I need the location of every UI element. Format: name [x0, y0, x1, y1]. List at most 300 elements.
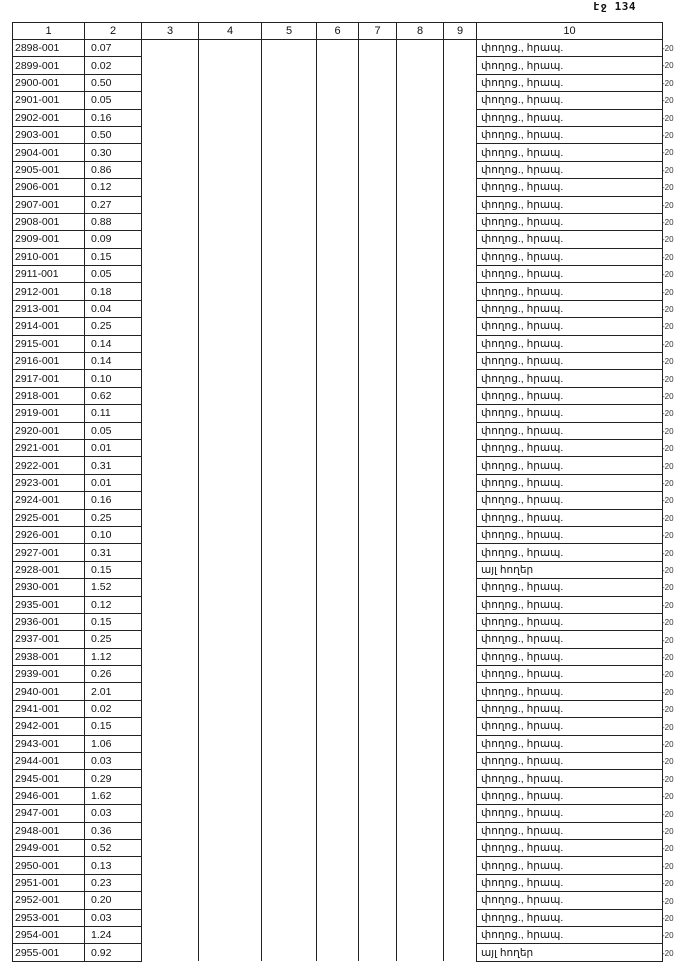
empty-cell-col-7 [359, 753, 397, 770]
land-use-cell: փողոց., հրապ. [477, 770, 663, 787]
empty-cell-col-8 [397, 353, 444, 370]
empty-cell-col-4 [199, 231, 262, 248]
area-cell: 0.50 [85, 74, 142, 91]
empty-cell-col-9 [444, 231, 477, 248]
empty-cell-col-6 [317, 40, 359, 57]
empty-cell-col-4 [199, 74, 262, 91]
empty-cell-col-9 [444, 857, 477, 874]
plot-id-cell: 2930-001 [13, 579, 85, 596]
empty-cell-col-8 [397, 57, 444, 74]
empty-cell-col-8 [397, 161, 444, 178]
empty-cell-col-7 [359, 718, 397, 735]
margin-mark: -20 [662, 96, 674, 106]
empty-cell-col-4 [199, 544, 262, 561]
empty-cell-col-3 [142, 892, 199, 909]
land-use-cell: փողոց., հրապ. [477, 370, 663, 387]
margin-mark: -20 [662, 270, 674, 280]
table-row [13, 40, 663, 57]
plot-id-cell: 2901-001 [13, 92, 85, 109]
area-cell: 1.06 [85, 735, 142, 752]
empty-cell-col-9 [444, 613, 477, 630]
margin-mark: -20 [662, 513, 674, 523]
empty-cell-col-9 [444, 248, 477, 265]
empty-cell-col-4 [199, 613, 262, 630]
empty-cell-col-7 [359, 318, 397, 335]
empty-cell-col-4 [199, 718, 262, 735]
table-row [13, 126, 663, 143]
empty-cell-col-3 [142, 735, 199, 752]
empty-cell-col-6 [317, 57, 359, 74]
table-row [13, 213, 663, 230]
plot-id-cell: 2900-001 [13, 74, 85, 91]
empty-cell-col-6 [317, 892, 359, 909]
area-cell: 0.05 [85, 422, 142, 439]
margin-mark: -20 [662, 426, 674, 436]
empty-cell-col-5 [262, 735, 317, 752]
empty-cell-col-4 [199, 109, 262, 126]
empty-cell-col-8 [397, 387, 444, 404]
empty-cell-col-9 [444, 126, 477, 143]
empty-cell-col-5 [262, 596, 317, 613]
land-use-cell: փողոց., հրապ. [477, 735, 663, 752]
empty-cell-col-5 [262, 892, 317, 909]
land-use-cell: փողոց., հրապ. [477, 300, 663, 317]
column-header-3: 3 [142, 23, 199, 40]
empty-cell-col-8 [397, 474, 444, 491]
empty-cell-col-5 [262, 439, 317, 456]
margin-mark: -20 [662, 113, 674, 123]
empty-cell-col-5 [262, 370, 317, 387]
margin-mark: -20 [662, 653, 674, 662]
area-cell: 2.01 [85, 683, 142, 700]
empty-cell-col-7 [359, 266, 397, 283]
plot-id-cell: 2908-001 [13, 213, 85, 230]
table-row [13, 631, 663, 648]
empty-cell-col-8 [397, 718, 444, 735]
empty-cell-col-6 [317, 335, 359, 352]
plot-id-cell: 2938-001 [13, 648, 85, 665]
empty-cell-col-6 [317, 787, 359, 804]
empty-cell-col-6 [317, 387, 359, 404]
land-use-cell: փողոց., հրապ. [477, 787, 663, 804]
empty-cell-col-5 [262, 700, 317, 717]
empty-cell-col-5 [262, 248, 317, 265]
land-use-cell: փողոց., հրապ. [477, 266, 663, 283]
empty-cell-col-5 [262, 666, 317, 683]
empty-cell-col-9 [444, 196, 477, 213]
table-row [13, 266, 663, 283]
table-row [13, 874, 663, 891]
table-row [13, 544, 663, 561]
land-use-cell: փողոց., հրապ. [477, 892, 663, 909]
plot-id-cell: 2953-001 [13, 909, 85, 926]
plot-id-cell: 2955-001 [13, 944, 85, 961]
land-use-cell: փողոց., հրապ. [477, 666, 663, 683]
empty-cell-col-7 [359, 596, 397, 613]
empty-cell-col-6 [317, 805, 359, 822]
margin-mark: -20 [662, 827, 674, 836]
empty-cell-col-3 [142, 300, 199, 317]
empty-cell-col-5 [262, 161, 317, 178]
empty-cell-col-3 [142, 944, 199, 961]
empty-cell-col-5 [262, 266, 317, 283]
empty-cell-col-4 [199, 805, 262, 822]
empty-cell-col-7 [359, 370, 397, 387]
table-row [13, 109, 663, 126]
empty-cell-col-4 [199, 666, 262, 683]
empty-cell-col-4 [199, 787, 262, 804]
table-row [13, 892, 663, 909]
empty-cell-col-3 [142, 770, 199, 787]
empty-cell-col-3 [142, 509, 199, 526]
margin-mark: -20 [662, 200, 674, 210]
empty-cell-col-7 [359, 805, 397, 822]
column-header-10: 10 [477, 23, 663, 40]
empty-cell-col-9 [444, 474, 477, 491]
margin-mark: -20 [662, 183, 674, 193]
empty-cell-col-9 [444, 892, 477, 909]
empty-cell-col-4 [199, 283, 262, 300]
empty-cell-col-7 [359, 74, 397, 91]
plot-id-cell: 2912-001 [13, 283, 85, 300]
margin-mark: -20 [662, 809, 674, 819]
empty-cell-col-9 [444, 213, 477, 230]
empty-cell-col-6 [317, 353, 359, 370]
land-use-cell: փողոց., հրապ. [477, 283, 663, 300]
margin-mark: -20 [662, 444, 674, 454]
plot-id-cell: 2914-001 [13, 318, 85, 335]
empty-cell-col-8 [397, 909, 444, 926]
land-use-cell: փողոց., հրապ. [477, 544, 663, 561]
plot-id-cell: 2925-001 [13, 509, 85, 526]
land-use-cell: փողոց., հրապ. [477, 318, 663, 335]
empty-cell-col-8 [397, 509, 444, 526]
empty-cell-col-7 [359, 631, 397, 648]
table-row [13, 770, 663, 787]
margin-mark: -20 [662, 861, 674, 871]
empty-cell-col-9 [444, 926, 477, 943]
empty-cell-col-5 [262, 613, 317, 630]
empty-cell-col-5 [262, 74, 317, 91]
empty-cell-col-9 [444, 109, 477, 126]
empty-cell-col-5 [262, 631, 317, 648]
area-cell: 0.25 [85, 631, 142, 648]
empty-cell-col-3 [142, 839, 199, 856]
plot-id-cell: 2921-001 [13, 439, 85, 456]
empty-cell-col-5 [262, 109, 317, 126]
plot-id-cell: 2916-001 [13, 353, 85, 370]
land-use-cell: փողոց., հրապ. [477, 683, 663, 700]
empty-cell-col-5 [262, 509, 317, 526]
table-row [13, 422, 663, 439]
empty-cell-col-5 [262, 196, 317, 213]
empty-cell-col-9 [444, 718, 477, 735]
empty-cell-col-8 [397, 613, 444, 630]
margin-mark: -20 [662, 618, 674, 628]
land-use-cell: փողոց., հրապ. [477, 109, 663, 126]
empty-cell-col-7 [359, 161, 397, 178]
margin-mark: -20 [662, 548, 674, 558]
empty-cell-col-4 [199, 335, 262, 352]
margin-mark: -20 [662, 757, 674, 767]
column-header-4: 4 [199, 23, 262, 40]
land-use-cell: փողոց., հրապ. [477, 213, 663, 230]
empty-cell-col-3 [142, 474, 199, 491]
empty-cell-col-4 [199, 631, 262, 648]
empty-cell-col-7 [359, 144, 397, 161]
empty-cell-col-6 [317, 909, 359, 926]
area-cell: 0.15 [85, 613, 142, 630]
empty-cell-col-8 [397, 126, 444, 143]
empty-cell-col-4 [199, 474, 262, 491]
empty-cell-col-8 [397, 439, 444, 456]
table-row [13, 161, 663, 178]
empty-cell-col-3 [142, 700, 199, 717]
plot-id-cell: 2913-001 [13, 300, 85, 317]
empty-cell-col-9 [444, 300, 477, 317]
land-use-cell: փողոց., հրապ. [477, 839, 663, 856]
empty-cell-col-7 [359, 839, 397, 856]
area-cell: 1.24 [85, 926, 142, 943]
empty-cell-col-6 [317, 457, 359, 474]
table-row [13, 753, 663, 770]
land-use-cell: փողոց., հրապ. [477, 596, 663, 613]
empty-cell-col-3 [142, 318, 199, 335]
empty-cell-col-5 [262, 492, 317, 509]
empty-cell-col-8 [397, 631, 444, 648]
empty-cell-col-3 [142, 909, 199, 926]
margin-mark: -20 [662, 705, 674, 715]
area-cell: 0.15 [85, 561, 142, 578]
margin-mark: -20 [662, 948, 674, 958]
empty-cell-col-7 [359, 509, 397, 526]
empty-cell-col-5 [262, 544, 317, 561]
plot-id-cell: 2918-001 [13, 387, 85, 404]
empty-cell-col-9 [444, 509, 477, 526]
empty-cell-col-3 [142, 248, 199, 265]
empty-cell-col-5 [262, 457, 317, 474]
empty-cell-col-8 [397, 735, 444, 752]
empty-cell-col-4 [199, 57, 262, 74]
empty-cell-col-4 [199, 144, 262, 161]
empty-cell-col-4 [199, 161, 262, 178]
empty-cell-col-3 [142, 787, 199, 804]
empty-cell-col-7 [359, 492, 397, 509]
empty-cell-col-7 [359, 892, 397, 909]
empty-cell-col-5 [262, 422, 317, 439]
empty-cell-col-8 [397, 822, 444, 839]
empty-cell-col-3 [142, 370, 199, 387]
area-cell: 0.02 [85, 57, 142, 74]
plot-id-cell: 2936-001 [13, 613, 85, 630]
land-use-cell: փողոց., հրապ. [477, 57, 663, 74]
empty-cell-col-6 [317, 683, 359, 700]
margin-mark: -20 [662, 670, 674, 680]
empty-cell-col-7 [359, 353, 397, 370]
table-row [13, 144, 663, 161]
margin-mark: -20 [662, 531, 674, 541]
table-row [13, 387, 663, 404]
empty-cell-col-8 [397, 405, 444, 422]
land-use-cell: փողոց., հրապ. [477, 126, 663, 143]
empty-cell-col-5 [262, 579, 317, 596]
empty-cell-col-6 [317, 439, 359, 456]
table-row [13, 526, 663, 543]
empty-cell-col-3 [142, 874, 199, 891]
area-cell: 0.03 [85, 909, 142, 926]
plot-id-cell: 2950-001 [13, 857, 85, 874]
empty-cell-col-3 [142, 161, 199, 178]
plot-id-cell: 2949-001 [13, 839, 85, 856]
empty-cell-col-3 [142, 353, 199, 370]
margin-mark: -20 [662, 357, 674, 367]
empty-cell-col-6 [317, 753, 359, 770]
empty-cell-col-8 [397, 300, 444, 317]
empty-cell-col-5 [262, 335, 317, 352]
empty-cell-col-9 [444, 770, 477, 787]
plot-id-cell: 2943-001 [13, 735, 85, 752]
area-cell: 0.23 [85, 874, 142, 891]
table-row [13, 561, 663, 578]
area-cell: 0.29 [85, 770, 142, 787]
land-use-cell: փողոց., հրապ. [477, 92, 663, 109]
area-cell: 0.12 [85, 596, 142, 613]
area-cell: 0.01 [85, 474, 142, 491]
empty-cell-col-3 [142, 596, 199, 613]
area-cell: 0.31 [85, 544, 142, 561]
area-cell: 0.88 [85, 213, 142, 230]
margin-mark: -20 [662, 78, 674, 88]
empty-cell-col-9 [444, 422, 477, 439]
margin-mark: -20 [662, 722, 674, 732]
empty-cell-col-6 [317, 544, 359, 561]
empty-cell-col-6 [317, 874, 359, 891]
empty-cell-col-7 [359, 248, 397, 265]
land-use-cell: փողոց., հրապ. [477, 509, 663, 526]
empty-cell-col-8 [397, 753, 444, 770]
margin-mark: -20 [662, 322, 674, 332]
margin-mark: -20 [662, 635, 674, 645]
empty-cell-col-3 [142, 805, 199, 822]
empty-cell-col-9 [444, 874, 477, 891]
empty-cell-col-7 [359, 474, 397, 491]
empty-cell-col-8 [397, 561, 444, 578]
margin-mark: -20 [662, 896, 674, 906]
empty-cell-col-8 [397, 457, 444, 474]
plot-id-cell: 2919-001 [13, 405, 85, 422]
plot-id-cell: 2952-001 [13, 892, 85, 909]
empty-cell-col-9 [444, 579, 477, 596]
table-row [13, 492, 663, 509]
table-row [13, 74, 663, 91]
empty-cell-col-8 [397, 231, 444, 248]
table-row [13, 353, 663, 370]
margin-mark: -20 [662, 218, 674, 227]
table-row [13, 700, 663, 717]
plot-id-cell: 2945-001 [13, 770, 85, 787]
empty-cell-col-4 [199, 492, 262, 509]
empty-cell-col-4 [199, 40, 262, 57]
empty-cell-col-7 [359, 683, 397, 700]
empty-cell-col-5 [262, 57, 317, 74]
plot-id-cell: 2954-001 [13, 926, 85, 943]
empty-cell-col-9 [444, 318, 477, 335]
empty-cell-col-6 [317, 561, 359, 578]
empty-cell-col-4 [199, 405, 262, 422]
empty-cell-col-3 [142, 335, 199, 352]
empty-cell-col-9 [444, 370, 477, 387]
empty-cell-col-5 [262, 526, 317, 543]
plot-id-cell: 2906-001 [13, 179, 85, 196]
plot-id-cell: 2937-001 [13, 631, 85, 648]
empty-cell-col-4 [199, 700, 262, 717]
empty-cell-col-8 [397, 370, 444, 387]
table-row [13, 596, 663, 613]
table-row [13, 439, 663, 456]
empty-cell-col-9 [444, 492, 477, 509]
table-row [13, 318, 663, 335]
land-use-cell: փողոց., հրապ. [477, 474, 663, 491]
empty-cell-col-4 [199, 874, 262, 891]
empty-cell-col-8 [397, 144, 444, 161]
empty-cell-col-4 [199, 735, 262, 752]
empty-cell-col-9 [444, 144, 477, 161]
empty-cell-col-5 [262, 213, 317, 230]
land-use-cell: փողոց., հրապ. [477, 909, 663, 926]
empty-cell-col-5 [262, 405, 317, 422]
empty-cell-col-6 [317, 266, 359, 283]
empty-cell-col-6 [317, 666, 359, 683]
empty-cell-col-4 [199, 213, 262, 230]
table-row [13, 787, 663, 804]
empty-cell-col-4 [199, 422, 262, 439]
empty-cell-col-6 [317, 231, 359, 248]
area-cell: 0.92 [85, 944, 142, 961]
plot-id-cell: 2917-001 [13, 370, 85, 387]
empty-cell-col-7 [359, 422, 397, 439]
table-row [13, 839, 663, 856]
empty-cell-col-5 [262, 40, 317, 57]
land-use-cell: փողոց., հրապ. [477, 718, 663, 735]
empty-cell-col-3 [142, 439, 199, 456]
table-row [13, 909, 663, 926]
empty-cell-col-5 [262, 648, 317, 665]
empty-cell-col-4 [199, 526, 262, 543]
margin-mark: -20 [662, 165, 674, 175]
empty-cell-col-4 [199, 857, 262, 874]
plot-id-cell: 2923-001 [13, 474, 85, 491]
area-cell: 0.16 [85, 492, 142, 509]
table-row [13, 300, 663, 317]
empty-cell-col-4 [199, 561, 262, 578]
empty-cell-col-8 [397, 213, 444, 230]
empty-cell-col-3 [142, 213, 199, 230]
empty-cell-col-7 [359, 787, 397, 804]
empty-cell-col-7 [359, 457, 397, 474]
empty-cell-col-6 [317, 196, 359, 213]
plot-id-cell: 2935-001 [13, 596, 85, 613]
empty-cell-col-8 [397, 179, 444, 196]
margin-mark: -20 [662, 931, 674, 941]
empty-cell-col-3 [142, 926, 199, 943]
margin-mark: -20 [662, 287, 674, 297]
area-cell: 0.12 [85, 179, 142, 196]
empty-cell-col-5 [262, 944, 317, 961]
table-row [13, 457, 663, 474]
margin-mark: -20 [662, 479, 674, 488]
empty-cell-col-3 [142, 179, 199, 196]
table-row [13, 92, 663, 109]
